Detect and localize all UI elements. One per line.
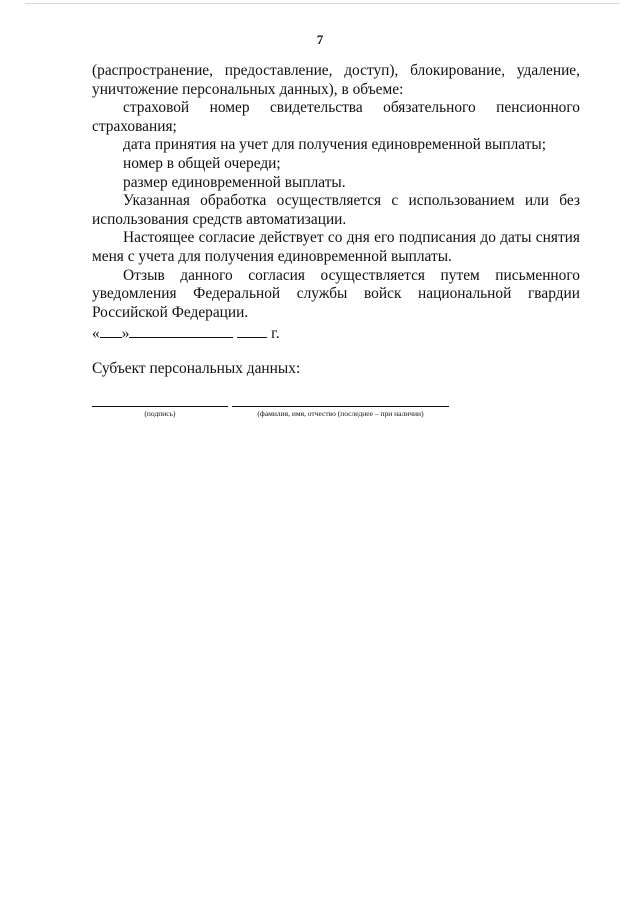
date-close-quote: » (121, 325, 130, 342)
date-line (92, 324, 280, 343)
year-suffix: г. (271, 325, 280, 342)
paragraph-item-payment-amount: размер единовременной выплаты. (123, 173, 346, 191)
date-open-quote: « (92, 325, 100, 342)
signature-line (92, 406, 228, 407)
paragraph-scope: (распространение, предоставление, доступ), блокирование, удаление, уничтожение персональных данных), в объеме: (92, 62, 580, 98)
document-body (92, 62, 580, 322)
year-blank (237, 324, 267, 338)
signature-caption: (подпись) (144, 409, 176, 418)
subject-label: Субъект персональных данных: (92, 360, 301, 377)
full-name-line (232, 406, 449, 407)
paragraph-consent-validity: Настоящее согласие действует со дня его подписания до даты снятия меня с учета для получения единовременной выплаты. (92, 229, 580, 265)
paragraph-item-queue-number: номер в общей очереди; (123, 154, 281, 172)
month-blank (129, 324, 233, 338)
scan-edge (25, 3, 620, 4)
paragraph-item-snils: страховой номер свидетельства обязательного пенсионного страхования; (92, 99, 580, 135)
page-number: 7 (316, 32, 324, 47)
paragraph-item-registration-date: дата принятия на учет для получения единовременной выплаты; (123, 136, 547, 154)
paragraph-processing-method: Указанная обработка осуществляется с использованием или без использования средств автоматизации. (92, 192, 580, 228)
paragraph-consent-revocation: Отзыв данного согласия осуществляется путем письменного уведомления Федеральной службы войск национальной гвардии Российской Федерации. (92, 266, 580, 321)
day-blank (100, 324, 122, 338)
full-name-caption: (фамилия, имя, отчество (последнее – при наличии) (257, 409, 424, 418)
